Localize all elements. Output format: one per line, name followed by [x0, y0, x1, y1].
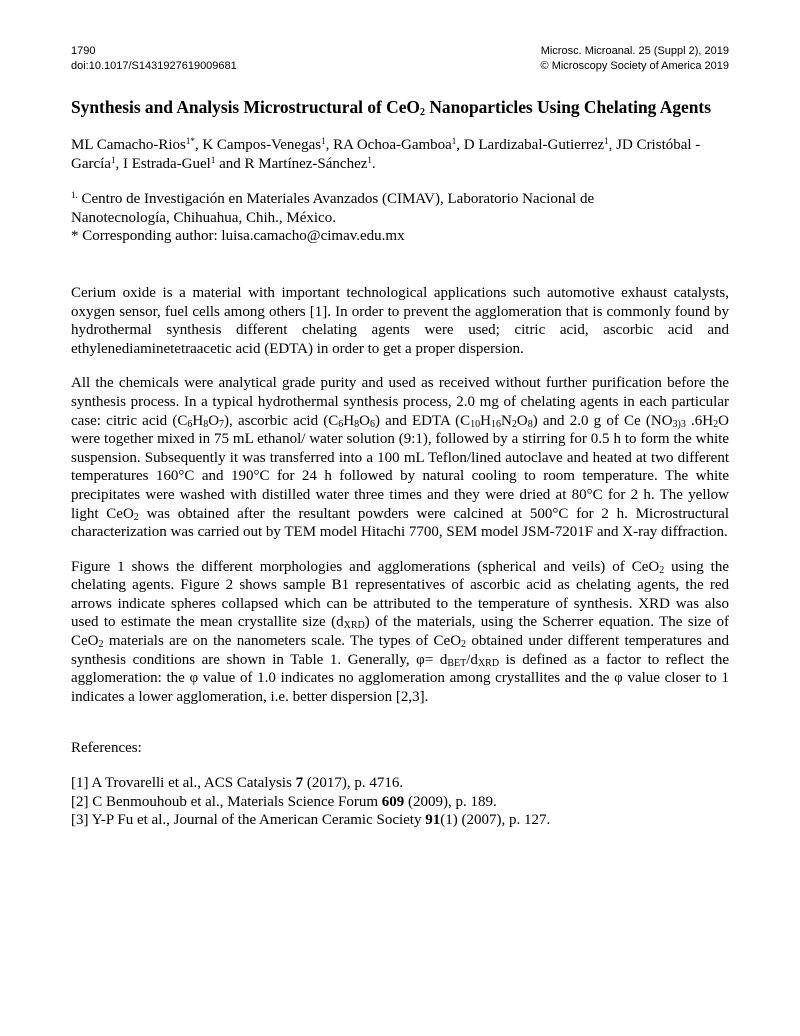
reference-item: [1] A Trovarelli et al., ACS Catalysis 7 (2017), p. 4716.	[71, 775, 404, 792]
running-header-left	[71, 44, 237, 74]
author-list: ML Camacho-Rios$^{1*}$, K Campos-Venegas$^1$, RA Ochoa-Gamboa$^1$, D Lardizabal-Gutierrez$^1$, JD Cristóbal -García$^1$, I Estrada-Guel$^1$ and R Martínez-Sánchez$^1$.	[71, 136, 701, 172]
abstract-text	[71, 284, 729, 706]
formula-citric-acid: $C_6H_8O_7$	[177, 412, 225, 430]
journal-citation: Microsc. Microanal. 25 (Suppl 2), 2019	[540, 45, 729, 57]
references-list	[71, 774, 729, 830]
paragraph-1: Cerium oxide is a material with important technological applications such automotive exhaust catalysts, oxygen sensor, fuel cells among others [1]. In order to prevent the agglomeration that is commonly found by hydrothermal synthesis different chelating agents were used; citric acid, ascorbic acid and ethylenediaminetetraacetic acid (EDTA) in order to get a proper dispersion.	[71, 284, 729, 357]
reference-item: [2] C Benmouhoub et al., Materials Science Forum 609 (2009), p. 189.	[71, 793, 497, 810]
formula-edta: $C_{10}H_{16}N_2O_8$	[460, 412, 533, 430]
paper-body	[71, 96, 729, 830]
affiliation-block	[71, 190, 729, 246]
author-name: RA Ochoa-Gamboa	[333, 137, 452, 153]
doi: doi:10.1017/S1431927619009681	[71, 60, 237, 72]
copyright: © Microscopy Society of America 2019	[540, 60, 729, 72]
paper-title: Synthesis and Analysis Microstructural of CeO$_2$ Nanoparticles Using Chelating Agents	[71, 97, 711, 118]
author-name: JD Cristóbal -García	[71, 137, 701, 172]
affiliation-line: Nanotecnología, Chihuahua, Chih., México.	[71, 209, 336, 226]
running-header-right	[541, 44, 729, 74]
author-name: I Estrada-Guel	[122, 155, 211, 172]
author-name: D Lardizabal-Gutierrez	[463, 137, 605, 153]
corresponding-author: * Corresponding author: luisa.camacho@cimav.edu.mx	[71, 228, 405, 245]
affiliation-line: $^{1.}$ Centro de Investigación en Materiales Avanzados (CIMAV), Laboratorio Nacional de	[71, 190, 595, 208]
author-name: ML Camacho-Rios	[71, 137, 186, 153]
page-number: 1790	[71, 45, 96, 57]
reference-item: [3] Y-P Fu et al., Journal of the American Ceramic Society 91(1) (2007), p. 127.	[71, 812, 551, 829]
formula-ascorbic-acid: $C_6H_8O_6$	[328, 412, 375, 430]
paragraph-3: Figure 1 shows the different morphologies and agglomerations (spherical and veils) of CeO$_2$ using the chelating agents. Figure 2 shows sample B1 representatives of ascorbic acid as chelating agents, the red arrows indicate spheres collapsed which can be attributed to the temperature of synthesis. XRD was also used to estimate the mean crystallite size $(d_{XRD})$ of the materials, using the Scherrer equation. The size of CeO$_2$ materials are on the nanometers scale. The types of CeO$_2$ obtained under different temperatures and synthesis conditions are shown in Table 1. Generally, $\varphi= d_{BET}/d_{XRD}$ is defined as a factor to reflect the agglomeration: the φ value of 1.0 indicates no agglomeration among crystallites and the φ value closer to 1 indicates a lower agglomeration, i.e. better dispersion [2,3].	[71, 558, 729, 705]
author-name: R Martínez-Sánchez	[244, 155, 368, 172]
paragraph-2: All the chemicals were analytical grade purity and used as received without further purification before the synthesis process. In a typical hydrothermal synthesis process, 2.0 mg of chelating agents in each particular case: citric acid $(C_6H_8O_7)$, ascorbic acid $(C_6H_8O_6)$ and EDTA $(C_{10}H_{16}N_2O_8)$ and 2.0 g of Ce ($NO_{3)3}$ $.6H_2O$ were together mixed in 75 mL ethanol/ water solution (9:1), followed by a stirring for 0.5 h to form the white suspension. Subsequently it was transferred into a 100 mL Teflon/lined autoclave and heated at two different temperatures 160°C and 190°C for 24 h followed by natural cooling to room temperature. The white precipitates were washed with distilled water three times and they were dried at 80°C for 2 h. The yellow light CeO$_2$ was obtained after the resultant powders were calcined at 500°C for 2 h. Microstructural characterization was carried out by TEM model Hitachi 7700, SEM model JSM-7201F and X-ray diffraction.	[71, 375, 730, 541]
references-heading: References:	[71, 740, 142, 757]
author-name: K Campos-Venegas	[202, 137, 322, 153]
